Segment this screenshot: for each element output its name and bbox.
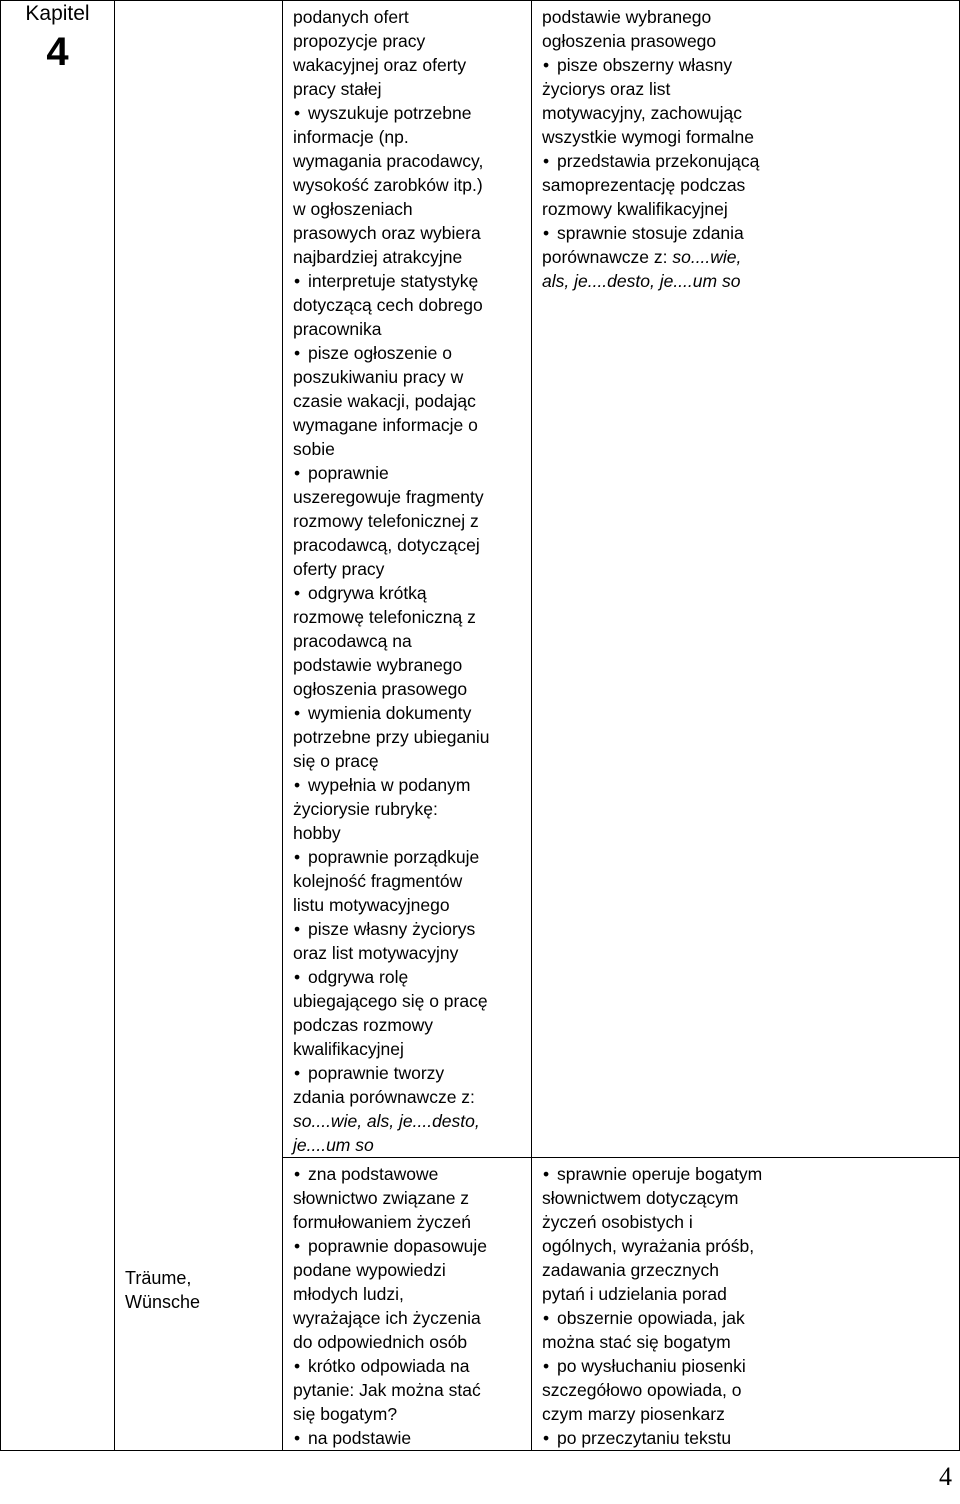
item-text: formułowaniem życzeń [293, 1212, 471, 1232]
bullet-item [293, 773, 525, 797]
basic-requirements-cell [283, 1158, 532, 1451]
item-text: motywacyjny, zachowując [542, 103, 743, 123]
extended-requirements-list [532, 1158, 959, 1450]
item-line [542, 1234, 953, 1258]
item-line [542, 1330, 953, 1354]
bullet-item [542, 1354, 953, 1378]
item-text: rozmowy kwalifikacyjnej [542, 199, 728, 219]
item-line [542, 101, 953, 125]
item-text: słownictwo związane z [293, 1188, 470, 1208]
topic-cell [115, 1, 283, 1451]
bullet-item [293, 1234, 525, 1258]
item-line [542, 197, 953, 221]
item-line [293, 749, 525, 773]
item-line [293, 797, 525, 821]
item-text: podczas rozmowy [293, 1015, 434, 1035]
item-text: uszeregowuje fragmenty [293, 487, 484, 507]
item-text: poprawnie dopasowuje [308, 1236, 488, 1256]
item-line [293, 1109, 525, 1133]
bullet-item [293, 1426, 525, 1450]
item-line [293, 317, 525, 341]
bullet-item [293, 101, 525, 125]
item-text: dotyczącą cech dobrego [293, 295, 483, 315]
item-text: po wysłuchaniu piosenki [557, 1356, 746, 1376]
chapter-label: Kapitel [25, 2, 90, 25]
basic-requirements-list [283, 1, 531, 1157]
item-line [293, 629, 525, 653]
item-line [293, 1210, 525, 1234]
item-text: oraz list motywacyjny [293, 943, 459, 963]
item-text: ubiegającego się o pracę [293, 991, 488, 1011]
item-text: czym marzy piosenkarz [542, 1404, 725, 1424]
item-text: pisze obszerny własny [557, 55, 733, 75]
item-text: zna podstawowe [308, 1164, 439, 1184]
item-text: rozmowę telefoniczną z [293, 607, 476, 627]
bullet-item [542, 1306, 953, 1330]
item-line [293, 1330, 525, 1354]
item-line [542, 1402, 953, 1426]
topic-line: Wünsche [125, 1291, 201, 1312]
item-text: ogłoszenia prasowego [542, 31, 717, 51]
item-line [293, 1402, 525, 1426]
table-row [1, 1, 960, 1158]
item-line [293, 509, 525, 533]
item-text: życiorys oraz list [542, 79, 671, 99]
bullet-item [293, 1354, 525, 1378]
item-line [293, 293, 525, 317]
item-line [293, 989, 525, 1013]
item-text: listu motywacyjnego [293, 895, 450, 915]
item-text: słownictwem dotyczącym [542, 1188, 739, 1208]
bullet-item [542, 221, 953, 245]
item-text: wymagane informacje o [293, 415, 478, 435]
item-text: po przeczytaniu tekstu [557, 1428, 732, 1448]
item-line [293, 5, 525, 29]
item-line [293, 1378, 525, 1402]
item-text: podanych ofert [293, 7, 409, 27]
item-line [542, 1186, 953, 1210]
item-text: przedstawia przekonującą [557, 151, 760, 171]
item-text: rozmowy telefonicznej z [293, 511, 479, 531]
bullet-item [293, 581, 525, 605]
bullet-item [293, 965, 525, 989]
item-text: sobie [293, 439, 335, 459]
item-text: pracodawcą, dotyczącej [293, 535, 480, 555]
item-line [293, 437, 525, 461]
item-text: samoprezentację podczas [542, 175, 746, 195]
item-text: sprawnie operuje bogatym [557, 1164, 763, 1184]
item-line [293, 125, 525, 149]
item-text: zadawania grzecznych [542, 1260, 720, 1280]
item-line [293, 869, 525, 893]
bullet-item [542, 1162, 953, 1186]
item-text: podstawie wybranego [293, 655, 463, 675]
item-line [293, 605, 525, 629]
bullet-item [293, 845, 525, 869]
extended-requirements-list [532, 1, 959, 293]
item-line [293, 485, 525, 509]
item-text: pracownika [293, 319, 382, 339]
item-text: interpretuje statystykę [308, 271, 479, 291]
item-text: poprawnie [308, 463, 389, 483]
extended-requirements-cell [532, 1, 960, 1158]
item-line [293, 893, 525, 917]
item-line [293, 1133, 525, 1157]
item-line [293, 413, 525, 437]
item-text: młodych ludzi, [293, 1284, 404, 1304]
item-line [293, 941, 525, 965]
item-line [542, 1282, 953, 1306]
item-text: wysokość zarobków itp.) [293, 175, 483, 195]
item-text: so....wie, als, je....desto, [293, 1111, 480, 1131]
bullet-item [542, 1426, 953, 1450]
bullet-item [542, 53, 953, 77]
item-text: kolejność fragmentów [293, 871, 463, 891]
item-line [542, 125, 953, 149]
bullet-item [293, 269, 525, 293]
item-line [293, 245, 525, 269]
item-line [293, 1186, 525, 1210]
item-text: zdania porównawcze z: [293, 1087, 475, 1107]
item-text: propozycje pracy [293, 31, 426, 51]
item-text: wypełnia w podanym [308, 775, 471, 795]
item-text: informacje (np. [293, 127, 409, 147]
item-text: podstawie wybranego [542, 7, 712, 27]
item-text-italic: so....wie, [672, 247, 742, 267]
item-text: als, je....desto, je....um so [542, 271, 741, 291]
item-text: sprawnie stosuje zdania [557, 223, 744, 243]
item-text: poprawnie porządkuje [308, 847, 480, 867]
item-text: pytanie: Jak można stać [293, 1380, 481, 1400]
basic-requirements-list [283, 1158, 531, 1450]
item-text: kwalifikacyjnej [293, 1039, 404, 1059]
item-text: w ogłoszeniach [293, 199, 413, 219]
item-line [293, 725, 525, 749]
item-text: można stać się bogatym [542, 1332, 731, 1352]
bullet-item [293, 1061, 525, 1085]
item-line [293, 1258, 525, 1282]
item-text: odgrywa krótką [308, 583, 427, 603]
item-line [293, 29, 525, 53]
item-line [293, 1085, 525, 1109]
item-line [293, 1037, 525, 1061]
item-text: obszernie opowiada, jak [557, 1308, 745, 1328]
item-text: życzeń osobistych i [542, 1212, 693, 1232]
bullet-item [293, 917, 525, 941]
item-line [293, 557, 525, 581]
chapter-cell [1, 1, 115, 1451]
item-line [293, 389, 525, 413]
item-text: pisze ogłoszenie o [308, 343, 452, 363]
item-text: potrzebne przy ubieganiu [293, 727, 490, 747]
item-line [542, 1378, 953, 1402]
item-line [542, 269, 953, 293]
item-line [542, 1210, 953, 1234]
item-text: prasowych oraz wybiera [293, 223, 481, 243]
bullet-item [293, 1162, 525, 1186]
item-line [293, 77, 525, 101]
item-line [542, 29, 953, 53]
item-text: życiorysie rubrykę: [293, 799, 438, 819]
item-text: wyszukuje potrzebne [308, 103, 472, 123]
item-text: na podstawie [308, 1428, 412, 1448]
item-line [293, 1013, 525, 1037]
item-text: wyrażające ich życzenia [293, 1308, 481, 1328]
item-line [293, 197, 525, 221]
topic-line: Träume, [125, 1267, 192, 1288]
item-text: pisze własny życiorys [308, 919, 476, 939]
page-number: 4 [939, 1462, 952, 1491]
item-text: poprawnie tworzy [308, 1063, 445, 1083]
bullet-item [293, 341, 525, 365]
basic-requirements-cell [283, 1, 532, 1158]
extended-requirements-cell [532, 1158, 960, 1451]
item-line [293, 1306, 525, 1330]
item-text: do odpowiednich osób [293, 1332, 468, 1352]
item-line [542, 173, 953, 197]
item-line [293, 173, 525, 197]
item-line [542, 245, 953, 269]
item-text: porównawcze z: [542, 247, 673, 267]
item-text: oferty pracy [293, 559, 385, 579]
item-line [293, 533, 525, 557]
item-line [293, 149, 525, 173]
item-text: wakacyjnej oraz oferty [293, 55, 467, 75]
bullet-item [542, 149, 953, 173]
item-text: ogólnych, wyrażania próśb, [542, 1236, 755, 1256]
bullet-item [293, 461, 525, 485]
item-line [293, 221, 525, 245]
item-line [293, 821, 525, 845]
item-text: ogłoszenia prasowego [293, 679, 468, 699]
item-text: się bogatym? [293, 1404, 398, 1424]
topic-title [115, 1266, 282, 1314]
item-line [542, 1258, 953, 1282]
item-text: wszystkie wymogi formalne [542, 127, 754, 147]
bullet-item [293, 701, 525, 725]
item-text: najbardziej atrakcyjne [293, 247, 463, 267]
item-text: wymagania pracodawcy, [293, 151, 484, 171]
item-text: szczegółowo opowiada, o [542, 1380, 742, 1400]
item-line [293, 677, 525, 701]
item-text: pracodawcą na [293, 631, 412, 651]
item-line [293, 653, 525, 677]
item-text: podane wypowiedzi [293, 1260, 446, 1280]
item-text: pracy stałej [293, 79, 382, 99]
item-text: czasie wakacji, podając [293, 391, 476, 411]
item-line [293, 365, 525, 389]
item-text: poszukiwaniu pracy w [293, 367, 464, 387]
item-text: wymienia dokumenty [308, 703, 472, 723]
item-text: krótko odpowiada na [308, 1356, 470, 1376]
chapter-number: 4 [46, 30, 69, 74]
item-text: hobby [293, 823, 341, 843]
item-line [542, 5, 953, 29]
item-text: odgrywa rolę [308, 967, 409, 987]
item-text: je....um so [293, 1135, 374, 1155]
item-text: pytań i udzielania porad [542, 1284, 727, 1304]
item-line [293, 53, 525, 77]
item-line [542, 77, 953, 101]
item-text: się o pracę [293, 751, 379, 771]
item-line [293, 1282, 525, 1306]
